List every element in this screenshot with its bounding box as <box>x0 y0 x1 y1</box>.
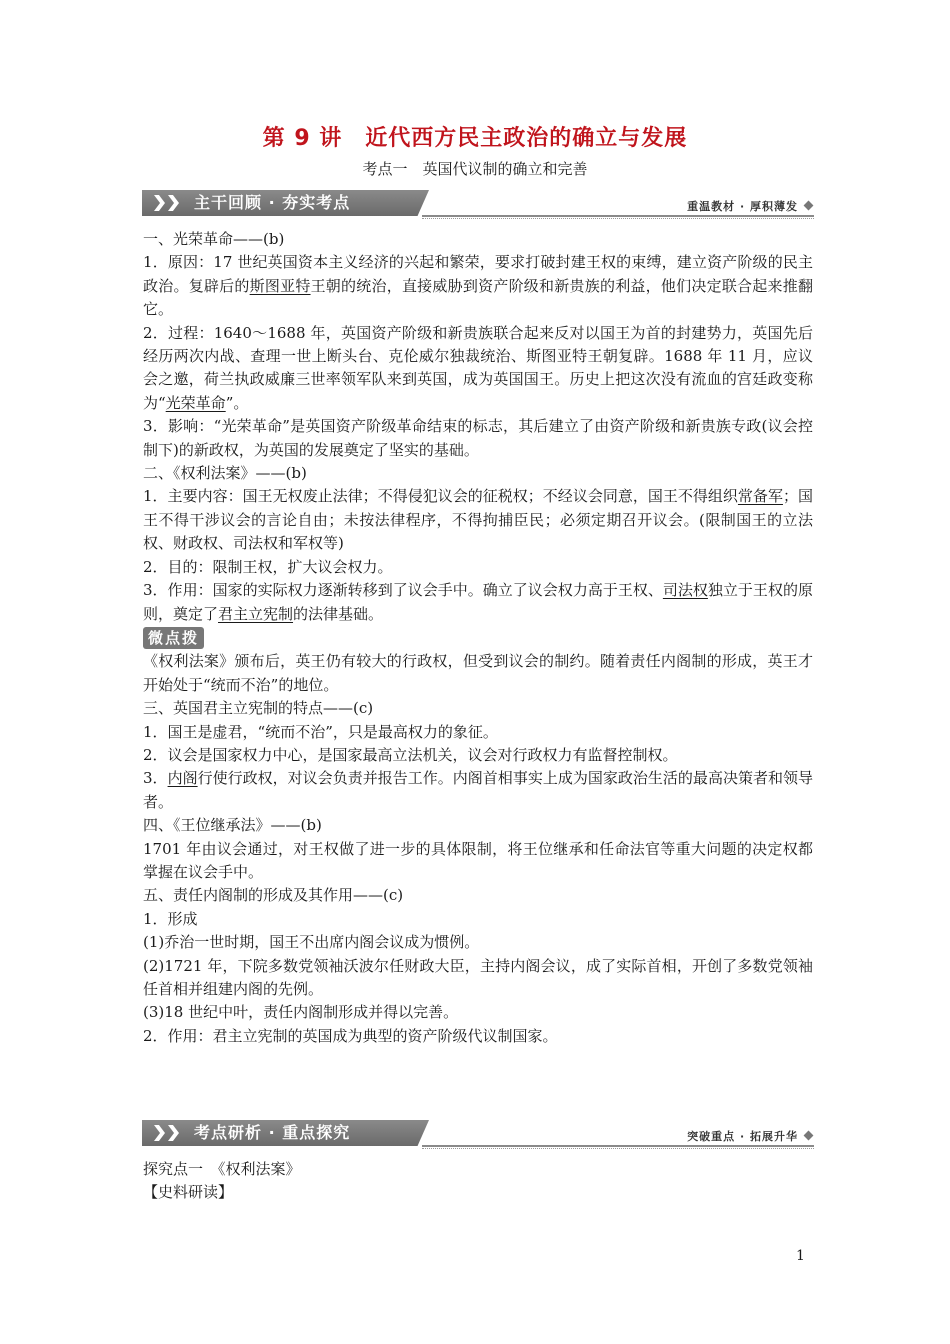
paragraph <box>143 251 813 321</box>
banner-rule-dotted <box>422 1148 814 1149</box>
paragraph: 2．议会是国家权力中心，是国家最高立法机关，议会对行政权力有监督控制权。 <box>143 745 678 764</box>
text-run: 2．过程：1640～1688 年，英国资产阶级和新贵族联合起来反对以国王为首的封建势力，英国先后经历两次内战、查理一世上断头台、克伦威尔独裁统治、斯图亚特王朝复辟。1688 年 11 月，应议会之邀，荷兰执政威廉三世率领军队来到英国，成为英国国王。历史上把这次没有流血的宫廷政变称为“ <box>143 323 813 412</box>
underlined-term: 内阁 <box>167 769 198 788</box>
page-number: 1 <box>796 1248 805 1264</box>
lesson-title: 第 9 讲 近代西方民主政治的确立与发展 <box>262 126 688 151</box>
underlined-term: 光荣革命 <box>165 393 226 412</box>
text-run: ”。 <box>225 393 249 412</box>
underlined-term: 常备军 <box>737 487 783 506</box>
text-run: 3． <box>143 769 168 788</box>
tip-badge: 微点拨 <box>143 627 204 649</box>
text-run: 1．主要内容：国王无权废止法律；不得侵犯议会的征税权；不经议会同意，国王不得组织 <box>143 487 738 506</box>
text-run: 王朝的统治，直接威胁到资产阶级和新贵族的利益，他们决定联合起来推翻它。 <box>143 276 813 319</box>
text-run: 的法律基础。 <box>293 604 384 623</box>
paragraph: 2．目的：限制王权，扩大议会权力。 <box>143 557 393 576</box>
text-run: 独立于王权的原则，奠定了 <box>143 581 813 623</box>
paragraph <box>143 767 813 814</box>
section-heading: 一、光荣革命——(b) <box>143 230 285 248</box>
tip-row <box>143 626 813 650</box>
section-banner-explore <box>142 1116 814 1150</box>
material-heading: 【史料研读】 <box>143 1183 234 1202</box>
underlined-term: 司法权 <box>662 581 708 600</box>
section-banner-review <box>142 186 814 220</box>
paragraph: (3)18 世纪中叶，责任内阁制形成并得以完善。 <box>143 1003 459 1022</box>
text-run: 1．原因：17 世纪英国资本主义经济的兴起和繁荣，要求打破封建王权的束缚，建立资产阶级的民主政治。复辟后的 <box>143 253 813 295</box>
paragraph: 1701 年由议会通过，对王权做了进一步的具体限制，将王位继承和任命法官等重大问题的决定权都掌握在议会手中。 <box>143 839 813 881</box>
text-run: ；国王不得干涉议会的言论自由；未按法律程序，不得拘捕臣民；必须定期召开议会。(限制国王的立法权、财政权、司法权和军权等) <box>143 487 813 553</box>
underlined-term: 斯图亚特 <box>249 276 311 295</box>
section-heading: 四、《王位继承法》——(b) <box>143 816 322 835</box>
banner-rule <box>422 1145 814 1147</box>
diamond-icon <box>804 1131 814 1141</box>
paragraph <box>143 579 813 626</box>
section-heading: 三、英国君主立宪制的特点——(c) <box>143 699 374 718</box>
paragraph: (2)1721 年，下院多数党领袖沃波尔任财政大臣，主持内阁会议，成了实际首相，开创了多数党领袖任首相并组建内阁的先例。 <box>143 956 813 998</box>
review-content <box>143 228 813 1048</box>
diamond-icon <box>804 201 814 211</box>
banner-tag: 突破重点 · 拓展升华 <box>687 1130 798 1143</box>
underlined-term: 君主立宪制 <box>218 604 294 623</box>
banner-tag: 重温教材 · 厚积薄发 <box>687 200 798 213</box>
paragraph <box>143 485 813 555</box>
paragraph <box>143 322 813 416</box>
banner-label: 考点研析 · 重点探究 <box>194 1123 351 1142</box>
banner-rule-dotted <box>422 218 814 219</box>
explore-point: 探究点一 《权利法案》 <box>143 1160 301 1178</box>
paragraph: 1．形成 <box>143 909 198 928</box>
text-run: 行使行政权，对议会负责并报告工作。内阁首相事实上成为国家政治生活的最高决策者和领导者。 <box>143 769 813 811</box>
section-heading: 二、《权利法案》——(b) <box>143 464 307 483</box>
paragraph: 1．国王是虚君，“统而不治”，只是最高权力的象征。 <box>143 722 498 741</box>
paragraph: 3．影响：“光荣革命”是英国资产阶级革命结束的标志，其后建立了由资产阶级和新贵族专政(议会控制下)的新政权，为英国的发展奠定了坚实的基础。 <box>143 417 813 459</box>
tip-paragraph: 《权利法案》颁布后，英王仍有较大的行政权，但受到议会的制约。随着责任内阁制的形成，英王才开始处于“统而不治”的地位。 <box>143 652 813 694</box>
section-heading: 五、责任内阁制的形成及其作用——(c) <box>143 886 404 905</box>
lesson-subtitle: 考点一 英国代议制的确立和完善 <box>362 160 588 178</box>
paragraph: (1)乔治一世时期，国王不出席内阁会议成为惯例。 <box>143 933 480 952</box>
banner-rule <box>422 215 814 217</box>
text-run: 3．作用：国家的实际权力逐渐转移到了议会手中。确立了议会权力高于王权、 <box>143 581 663 600</box>
explore-content <box>143 1158 813 1205</box>
paragraph: 2．作用：君主立宪制的英国成为典型的资产阶级代议制国家。 <box>143 1026 558 1045</box>
banner-label: 主干回顾 · 夯实考点 <box>194 193 351 212</box>
